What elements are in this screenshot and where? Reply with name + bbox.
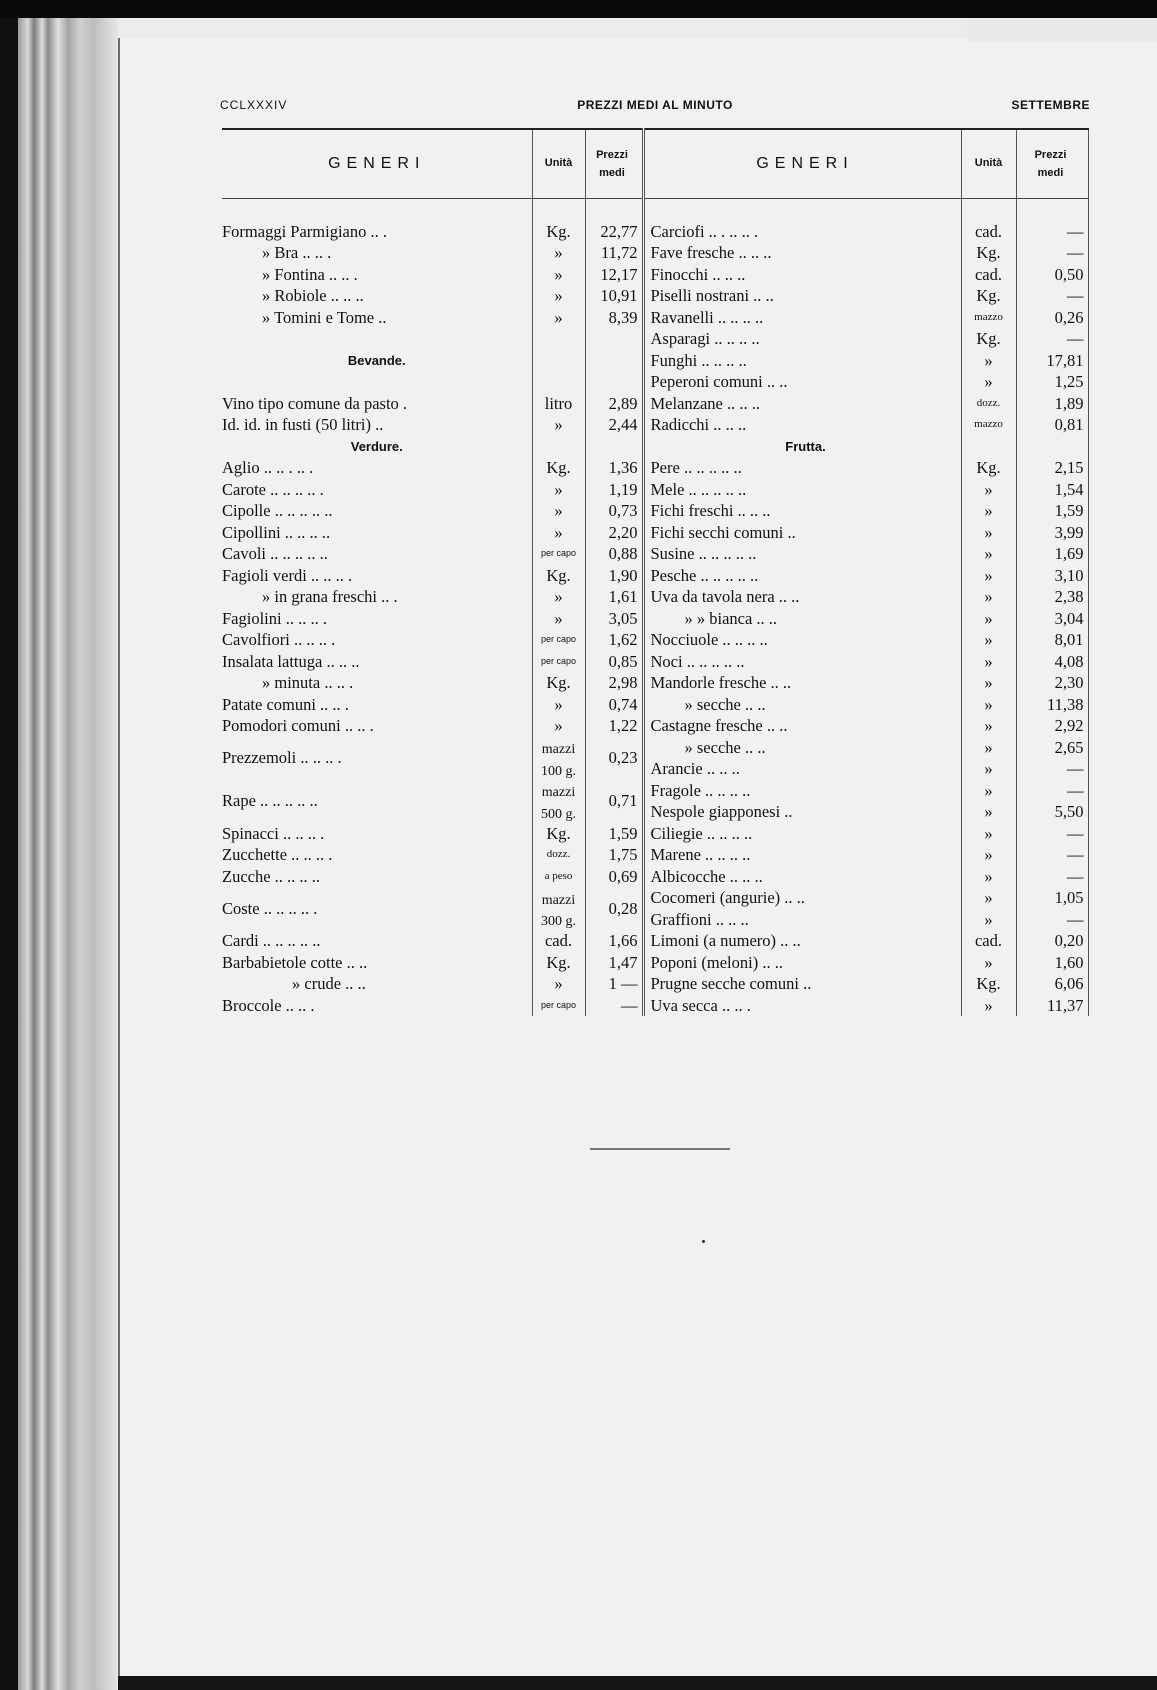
table-row	[222, 479, 1088, 501]
item-price: 1,22	[585, 715, 643, 737]
item-name: Fragole .. .. .. ..	[643, 780, 961, 802]
item-name: Marene .. .. .. ..	[643, 844, 961, 866]
item-unit: »	[961, 715, 1016, 737]
item-unit: 500 g.	[532, 801, 585, 823]
item-unit: »	[532, 285, 585, 307]
item-price: 3,10	[1016, 565, 1088, 587]
section-heading-verdure: Verdure.	[350, 438, 403, 454]
table-row	[222, 780, 1088, 802]
item-unit: »	[961, 780, 1016, 802]
column-prezzi-right	[1016, 129, 1088, 199]
item-unit: litro	[532, 393, 585, 415]
table-row	[222, 651, 1088, 673]
item-name: Zucchette .. .. .. .	[222, 845, 333, 864]
table-row	[222, 500, 1088, 522]
item-unit: »	[961, 758, 1016, 780]
column-generi-left: GENERI	[222, 129, 532, 199]
table-row	[222, 457, 1088, 479]
item-price: 1,61	[585, 586, 643, 608]
item-unit: »	[961, 629, 1016, 651]
item-unit: »	[961, 694, 1016, 716]
item-unit: Kg.	[532, 565, 585, 587]
item-price: 1,60	[1016, 952, 1088, 974]
item-price: 2,98	[585, 672, 643, 694]
item-name: » Tomini e Tome ..	[262, 307, 387, 327]
item-price: 2,44	[585, 414, 643, 436]
spacer-row	[222, 199, 1088, 221]
item-name: Uva secca .. .. .	[643, 995, 961, 1017]
column-unita-left: Unità	[532, 129, 585, 199]
item-price: 3,99	[1016, 522, 1088, 544]
item-price: 17,81	[1016, 350, 1088, 372]
medi-label: medi	[1037, 167, 1064, 179]
item-price: 11,38	[1016, 694, 1088, 716]
page-header	[220, 98, 1090, 114]
medi-label: medi	[599, 167, 625, 179]
item-name: » Fontina .. .. .	[262, 264, 358, 284]
item-name: Mele .. .. .. .. ..	[643, 479, 961, 501]
table-row	[222, 522, 1088, 544]
table-row	[222, 328, 1088, 350]
item-name: » Bra .. .. .	[262, 243, 332, 262]
item-price: 1,59	[1016, 500, 1088, 522]
item-price: 0,69	[585, 866, 643, 888]
table-row	[222, 973, 1088, 995]
item-name: Rape .. .. .. .. ..	[222, 791, 318, 811]
item-name: Nocciuole .. .. .. ..	[643, 629, 961, 651]
item-price: 1,25	[1016, 371, 1088, 393]
item-name: Cardi .. .. .. .. ..	[222, 931, 321, 950]
item-name: Finocchi .. .. ..	[643, 264, 961, 286]
item-name: Carote .. .. .. .. .	[222, 479, 324, 499]
item-unit: »	[961, 737, 1016, 759]
item-unit: »	[961, 371, 1016, 393]
prezzi-label: Prezzi	[1034, 149, 1067, 161]
item-unit: »	[961, 651, 1016, 673]
item-name: » in grana freschi .. .	[262, 587, 398, 606]
table-row	[222, 371, 1088, 393]
item-price: 2,65	[1016, 737, 1088, 759]
item-name: Peperoni comuni .. ..	[643, 371, 961, 393]
item-name: » Robiole .. .. ..	[262, 286, 364, 305]
item-price: —	[1016, 844, 1088, 866]
table-row	[222, 887, 1088, 909]
item-unit: »	[961, 866, 1016, 888]
table-row	[222, 930, 1088, 952]
item-unit: »	[532, 715, 585, 737]
item-price: 1,66	[585, 930, 643, 952]
item-unit: dozz.	[961, 393, 1016, 415]
item-unit: »	[961, 909, 1016, 931]
page-number: CCLXXXIV	[220, 98, 288, 112]
item-price: 0,74	[585, 694, 643, 716]
item-name: Cavoli .. .. .. .. ..	[222, 544, 328, 563]
item-name: Uva da tavola nera .. ..	[643, 586, 961, 608]
item-price: 6,06	[1016, 973, 1088, 995]
item-unit: Kg.	[961, 285, 1016, 307]
item-name: Cipolle .. .. .. .. ..	[222, 501, 333, 520]
section-heading-frutta: Frutta.	[643, 436, 961, 458]
item-name: Nespole giapponesi ..	[643, 801, 961, 823]
table-row	[222, 844, 1088, 866]
item-name: Asparagi .. .. .. ..	[643, 328, 961, 350]
item-unit: »	[532, 694, 585, 716]
item-unit: Kg.	[532, 457, 585, 479]
item-name: Patate comuni .. .. .	[222, 694, 349, 714]
item-name: Zucche .. .. .. ..	[222, 866, 321, 886]
item-unit: »	[532, 500, 585, 522]
item-name: Piselli nostrani .. ..	[643, 285, 961, 307]
table-row	[222, 608, 1088, 630]
item-name: Fichi secchi comuni ..	[643, 522, 961, 544]
item-name: Cocomeri (angurie) .. ..	[643, 887, 961, 909]
item-price: —	[585, 995, 643, 1017]
item-price: —	[1016, 285, 1088, 307]
column-generi-right: GENERI	[643, 129, 961, 199]
prezzi-label: Prezzi	[596, 149, 628, 161]
item-unit: »	[961, 672, 1016, 694]
item-unit: »	[532, 242, 585, 264]
item-price: 22,77	[585, 221, 643, 243]
table-row	[222, 543, 1088, 565]
item-unit: »	[961, 995, 1016, 1017]
item-unit: mazzo	[961, 307, 1016, 329]
item-unit: »	[532, 307, 585, 329]
table-row	[222, 414, 1088, 436]
item-price: 2,20	[585, 522, 643, 544]
item-price: 0,50	[1016, 264, 1088, 286]
item-price: —	[1016, 758, 1088, 780]
item-unit: Kg.	[961, 457, 1016, 479]
item-price: —	[1016, 909, 1088, 931]
item-price: —	[1016, 866, 1088, 888]
item-unit: per capo	[532, 651, 585, 673]
table-row	[222, 694, 1088, 716]
table-row	[222, 565, 1088, 587]
item-price: 0,26	[1016, 307, 1088, 329]
table-row	[222, 586, 1088, 608]
scan-top-corner	[967, 18, 1157, 42]
table-row	[222, 629, 1088, 651]
table-row	[222, 393, 1088, 415]
item-name: Albicocche .. .. ..	[643, 866, 961, 888]
item-price: —	[1016, 780, 1088, 802]
item-name: Cavolfiori .. .. .. .	[222, 630, 336, 649]
item-price: 1,47	[585, 952, 643, 974]
item-name: » crude .. ..	[292, 974, 366, 993]
item-unit: »	[532, 608, 585, 630]
table-header-row	[222, 129, 1088, 199]
item-name: Insalata lattuga .. .. ..	[222, 651, 360, 671]
item-name: Radicchi .. .. ..	[643, 414, 961, 436]
item-unit: »	[961, 543, 1016, 565]
item-name: Pere .. .. .. .. ..	[643, 457, 961, 479]
item-price: 0,28	[585, 887, 643, 930]
item-unit: Kg.	[961, 242, 1016, 264]
item-price: 1,54	[1016, 479, 1088, 501]
item-unit: per capo	[532, 629, 585, 651]
item-price: 1,05	[1016, 887, 1088, 909]
item-unit: cad.	[961, 264, 1016, 286]
item-price: 1,69	[1016, 543, 1088, 565]
item-unit: »	[961, 823, 1016, 845]
item-unit: mazzi	[532, 780, 585, 802]
item-name: Formaggi Parmigiano .. .	[222, 221, 387, 241]
item-unit: »	[961, 479, 1016, 501]
item-price: 1,90	[585, 565, 643, 587]
item-price: 2,92	[1016, 715, 1088, 737]
table-row	[222, 307, 1088, 329]
price-table	[222, 128, 1089, 1016]
section-row	[222, 436, 1088, 458]
item-name: Id. id. in fusti (50 litri) ..	[222, 415, 384, 434]
item-price: 8,01	[1016, 629, 1088, 651]
item-name: » minuta .. .. .	[262, 673, 354, 692]
item-name: Broccole .. .. .	[222, 995, 315, 1015]
item-name: Cipollini .. .. .. ..	[222, 522, 331, 542]
item-price: —	[1016, 242, 1088, 264]
item-name: Fichi freschi .. .. ..	[643, 500, 961, 522]
item-price: 11,37	[1016, 995, 1088, 1017]
item-unit: Kg.	[532, 823, 585, 845]
item-unit: dozz.	[532, 844, 585, 866]
item-price: 0,73	[585, 500, 643, 522]
item-name: Pesche .. .. .. .. ..	[643, 565, 961, 587]
item-price: —	[1016, 823, 1088, 845]
item-name: Vino tipo comune da pasto .	[222, 393, 408, 413]
item-price: 11,72	[585, 242, 643, 264]
item-price: 4,08	[1016, 651, 1088, 673]
item-unit: mazzo	[961, 414, 1016, 436]
item-unit: »	[961, 887, 1016, 909]
item-name: Prezzemoli .. .. .. .	[222, 748, 342, 768]
item-unit: 300 g.	[532, 909, 585, 931]
item-price: 2,89	[585, 393, 643, 415]
item-name: Melanzane .. .. ..	[643, 393, 961, 415]
table-row	[222, 715, 1088, 737]
item-price: —	[1016, 328, 1088, 350]
item-name: Susine .. .. .. .. ..	[643, 543, 961, 565]
item-price: 2,38	[1016, 586, 1088, 608]
item-unit: a peso	[532, 866, 585, 888]
table-row	[222, 737, 1088, 759]
table-row	[222, 952, 1088, 974]
item-name: Castagne fresche .. ..	[643, 715, 961, 737]
item-price: 0,81	[1016, 414, 1088, 436]
item-name: Arancie .. .. ..	[643, 758, 961, 780]
item-price: 1 —	[585, 973, 643, 995]
table-row	[222, 264, 1088, 286]
item-unit: Kg.	[961, 973, 1016, 995]
book-binding-edge	[18, 18, 118, 1690]
item-name: Fave fresche .. .. ..	[643, 242, 961, 264]
item-name: Barbabietole cotte .. ..	[222, 952, 368, 972]
item-price: 3,05	[585, 608, 643, 630]
item-unit: »	[961, 586, 1016, 608]
item-name: Ciliegie .. .. .. ..	[643, 823, 961, 845]
item-name: » » bianca .. ..	[643, 608, 961, 630]
item-name: Aglio .. .. . .. .	[222, 458, 314, 477]
table-row	[222, 242, 1088, 264]
item-name: Pomodori comuni .. .. .	[222, 716, 374, 735]
item-price: 8,39	[585, 307, 643, 329]
item-name: Fagiolini .. .. .. .	[222, 608, 327, 628]
item-price: 0,23	[585, 737, 643, 780]
page-title: PREZZI MEDI AL MINUTO	[577, 98, 733, 112]
item-unit: cad.	[961, 930, 1016, 952]
section-heading-bevande: Bevande.	[347, 352, 406, 368]
item-unit: »	[961, 350, 1016, 372]
item-unit: Kg.	[532, 952, 585, 974]
item-name: Noci .. .. .. .. ..	[643, 651, 961, 673]
item-price: 3,04	[1016, 608, 1088, 630]
item-name: Poponi (meloni) .. ..	[643, 952, 961, 974]
table-row	[222, 995, 1088, 1017]
item-unit: »	[532, 973, 585, 995]
table-row	[222, 285, 1088, 307]
item-unit: Kg.	[532, 672, 585, 694]
item-unit: »	[961, 952, 1016, 974]
table-row	[222, 350, 1088, 372]
table-row	[222, 221, 1088, 243]
scan-bottom-shadow	[118, 1676, 1157, 1690]
item-unit: »	[532, 586, 585, 608]
item-name: » secche .. ..	[643, 694, 961, 716]
item-unit: cad.	[961, 221, 1016, 243]
item-name: Fagioli verdi .. .. .. .	[222, 565, 353, 585]
item-price: 10,91	[585, 285, 643, 307]
item-price: 0,20	[1016, 930, 1088, 952]
item-name: Carciofi .. . .. .. .	[643, 221, 961, 243]
table-row	[222, 866, 1088, 888]
item-name: Limoni (a numero) .. ..	[643, 930, 961, 952]
item-name: Funghi .. .. .. ..	[643, 350, 961, 372]
item-unit: »	[532, 264, 585, 286]
item-price: 2,30	[1016, 672, 1088, 694]
item-price: 1,19	[585, 479, 643, 501]
item-name: Coste .. .. .. .. .	[222, 898, 318, 918]
item-price: 0,85	[585, 651, 643, 673]
item-price: 1,59	[585, 823, 643, 845]
item-price: —	[1016, 221, 1088, 243]
item-unit: cad.	[532, 930, 585, 952]
column-unita-right: Unità	[961, 129, 1016, 199]
end-rule	[590, 1148, 730, 1150]
column-prezzi-left	[585, 129, 643, 199]
item-price: 0,88	[585, 543, 643, 565]
item-unit: »	[961, 844, 1016, 866]
item-unit: Kg.	[961, 328, 1016, 350]
item-unit: 100 g.	[532, 758, 585, 780]
item-price: 1,89	[1016, 393, 1088, 415]
month-label: SETTEMBRE	[1011, 98, 1090, 112]
ink-dot	[702, 1240, 705, 1243]
item-unit: »	[961, 608, 1016, 630]
item-name: Mandorle fresche .. ..	[643, 672, 961, 694]
item-price: 0,71	[585, 780, 643, 823]
item-unit: »	[961, 500, 1016, 522]
item-unit: »	[532, 522, 585, 544]
scan-top-border	[0, 0, 1157, 18]
item-price: 2,15	[1016, 457, 1088, 479]
item-unit: mazzi	[532, 737, 585, 759]
item-unit: »	[961, 522, 1016, 544]
item-unit: Kg.	[532, 221, 585, 243]
item-unit: per capo	[532, 995, 585, 1017]
item-price: 1,75	[585, 844, 643, 866]
item-unit: mazzi	[532, 887, 585, 909]
item-unit: per capo	[532, 543, 585, 565]
item-price: 1,62	[585, 629, 643, 651]
table-row	[222, 823, 1088, 845]
table-row	[222, 672, 1088, 694]
item-price: 5,50	[1016, 801, 1088, 823]
item-name: Spinacci .. .. .. .	[222, 823, 325, 843]
item-unit: »	[961, 565, 1016, 587]
item-name: Ravanelli .. .. .. ..	[643, 307, 961, 329]
item-unit: »	[532, 479, 585, 501]
item-price: 1,36	[585, 457, 643, 479]
item-name: Graffioni .. .. ..	[643, 909, 961, 931]
item-unit: »	[961, 801, 1016, 823]
item-name: » secche .. ..	[643, 737, 961, 759]
item-name: Prugne secche comuni ..	[643, 973, 961, 995]
item-unit: »	[532, 414, 585, 436]
item-price: 12,17	[585, 264, 643, 286]
